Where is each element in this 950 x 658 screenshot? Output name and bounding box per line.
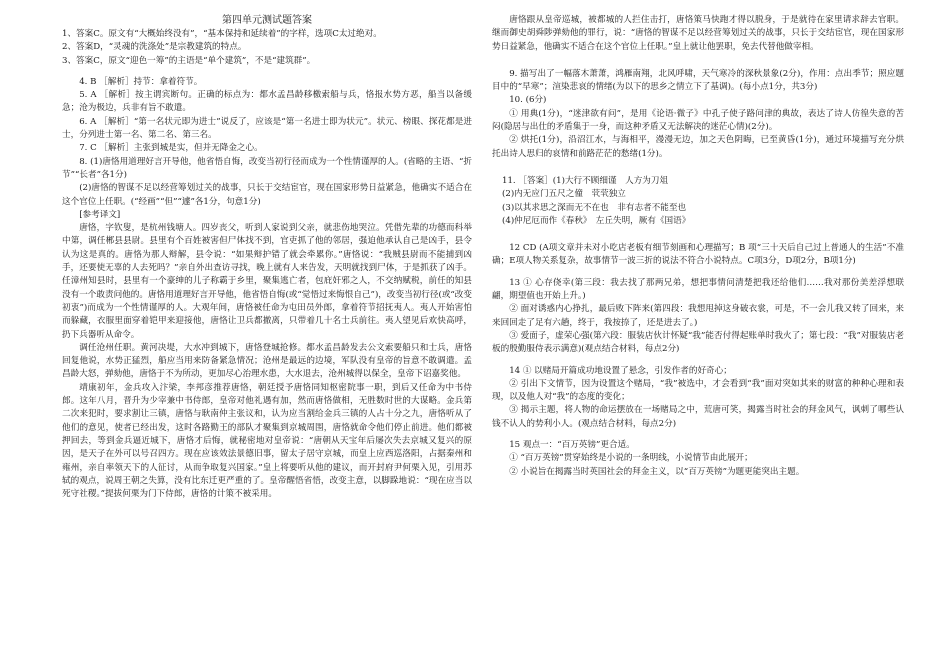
answer-15-heading: 15 观点一：“百万英镑”更合适。	[509, 440, 635, 451]
answer-14-point-1: 14 ① 以赌局开篇成功地设置了悬念，引发作者的好奇心；	[509, 365, 732, 376]
answer-15-point-1: ① “百万英镑”贯穿始终是小说的一条明线，小说情节由此展开；	[509, 453, 753, 464]
answer-10-point-2: ② 烘托(1分)，沿沼江水，与海相平，漫漫无边，加之天色阴晦，已至黄昏(1分)，通过环境描写充分烘托出诗人思归的哀情和前路茫茫的愁绪(1分)。	[492, 135, 904, 159]
answer-6: 6. A ［解析］“第一名状元即为进士”说反了，应该是“第一名进士即为状元”。状元、榜眼、探花都是进士，分列进士第一名、第二名、第三名。	[62, 116, 472, 141]
answer-14-point-3: ③ 揭示主题，将人物的命运摆放在一场赌局之中，荒唐可笑，揭露当时社会的拜金风气，讽刺了哪些认钱不认人的势利小人。(观点结合材料，每点2分)	[492, 405, 904, 429]
left-column	[62, 14, 472, 501]
page-title: 第四单元测试题答案	[222, 15, 312, 26]
answer-11-line-1: 11. ［答案］(1)大行不顾细谨 人方为刀俎	[502, 175, 669, 186]
answer-1: 1、答案C。原文有“大概始终没有”，“基本保持和延续着”的字样，选项C太过绝对。	[62, 29, 382, 39]
translation-continued: 唐恪跟从皇帝巡城，被都城的人拦住击打，唐恪策马快跑才得以脱身，于是就待在家里请求辞去官职。继而御史胡舜陟弹劾他的罪行，说：“唐恪的智谋不足以经营筹划过关的战事，只长于交结宦官，现在国家形势日益紧急，他确实不适合在这个官位上任职。”皇上就让他罢职，免去代替他做宰相。	[492, 15, 904, 52]
answer-11-line-2: (2)内无应门五尺之僮 茕茕独立	[502, 189, 626, 200]
answer-8-part-2: (2)唐恪的智谋不足以经营筹划过关的战事，只长于交结宦官，现在国家形势日益紧急，他确实不适合在这个官位上任职。(“经画”“但”“遽”各1分，句意1分)	[62, 183, 472, 207]
answer-13-point-3: ③ 爱面子，虚荣心强(第六段：服装店伙计怀疑“我”能否付得起账单时我火了；第七段：“我”对服装店老板的殷勤服侍表示满意)(观点结合材料，每点2分)	[492, 330, 904, 355]
answer-11-line-3: (3)以其求思之深而无不在也 非有志者不能至也	[502, 202, 687, 213]
answer-11-line-4: (4)仲尼厄而作《春秋》 左丘失明，厥有《国语》	[502, 215, 691, 226]
answer-12: 12 CD (A项文章并未对小吃店老板有细节刻画和心理描写；B 项“三十天后自己过上普通人的生活”不准确；E项人物关系复杂，故事情节一波三折的说法不符合小说特点。C项3分，D项2分，B项1分)	[492, 243, 904, 267]
translation-para-1: 唐恪，字钦叟，是杭州钱塘人。四岁丧父，听到人家说到父亲，就悲伤地哭泣。凭借先辈的功德而科举中第，调任郴县县尉。县里有个百姓被害但尸体找不到，官吏抓了他的邻居，强迫他承认自己是凶手，县令认为这是真的。唐恪为那人辩解，县令说：“如果辩护错了就会牵累你。”唐恪说：“我贼县尉而不能捕到凶手，还要使无辜的人去死吗？”亲自外出查访寻找，晚上就有人来告发，天明就找到尸体，于是抓获了凶手。任漳州知县时，县里有一个豪绅的儿子称霸于乡里，聚集逃亡者，包庇奸邪之人，不交纳赋税，前任的知县没有一个敢责问他的。唐恪用道理好言开导他，他省悟自悔(或“觉悟过来悔恨自己”)，改变当初行径(或“改变初衷”)而成为一个性情谨厚的人。大观年间，唐恪被任命为屯田员外郎，拿着符节招抚夷人。夷人开始害怕而躲藏，衣服里面穿着铠甲来迎接他，唐恪让卫兵都撤离，只带着几十名士兵前往。夷人望见后欢快高呼，扔下兵器听从命令。	[62, 223, 472, 340]
answer-13-point-1: 13 ① 心存侥幸(第三段：我去找了那两兄弟，想把事情问清楚把我还给他们……我对那份美差浮想联翩，期望值也开始上升。)	[492, 277, 904, 302]
answer-2: 2、答案D，“灵魂的洗涤处”是宗教建筑的特点。	[62, 42, 247, 53]
answer-14-point-2: ② 引出下文情节，因为设置这个赌局，“我”被选中，才会看到“我”面对突如其来的财富的种种心理和表现，以及他人对“我”的态度的变化；	[492, 378, 904, 403]
answer-10-point-1: ① 用典(1分)，“迷津欲有问”，是用《论语·微子》中孔子使子路问津的典故，表达了诗人仿徨失意的苦闷(隐居与出仕的矛盾集于一身，而这种矛盾又无法解决的迷茫心情)(2分)。	[492, 108, 904, 133]
answer-4: 4. B ［解析］持节：拿着符节。	[79, 76, 203, 87]
answer-9: 9. 描写出了一幅落木萧萧，鸿雁南翔，北风呼啸，天气寒冷的深秋景象(2分)，作用：点出季节；照应题目中的“早寒”；渲染悲哀的情绪(为以下的思乡之情立下了基调)。(每小点1分，共3分)	[492, 68, 904, 93]
answer-8-part-1: 8. (1)唐恪用道理好言开导他，他省悟自悔，改变当初行径而成为一个性情谨厚的人。(省略的主语、“折节”“长者”各1分)	[62, 156, 472, 180]
right-column	[492, 14, 904, 479]
translation-heading: [参考译文]	[79, 209, 121, 220]
answer-15-point-2: ② 小说旨在揭露当时英国社会的拜金主义，以“百万英镑”为题更能突出主题。	[509, 466, 805, 477]
answer-7: 7. C ［解析］主张到城是实，但并无降金之心。	[79, 143, 263, 154]
answer-3: 3、答案C，原文“迎色一筹”的主语是“单个建筑”，不是“建筑群”。	[62, 55, 316, 66]
translation-para-3: 靖康初年，金兵攻入汴梁，李邦彦推荐唐恪，朝廷授予唐恪同知枢密院事一职，到后又任命为中书侍郎。这年八月，晋升为少宰兼中书侍郎，皇帝对他礼遇有加，然而唐恪做相，无胜数时世的大谋略。金兵第二次来犯时，要求割让三镇，唐恪与耿南仲主张议和，认为应当割给金兵三镇的人占十分之九，唐恪听从了他们的意见，使者已经出发，这时各路勤王的部队才聚集到京城周围，唐恪就命令他们停止前进。他们都被押回去，等到金兵逼近城下，唐恪才后悔，就秘密地对皇帝说：“唐朝从天宝年后屡次失去京城又复兴的原因，是天子在外可以号召四方。现在应该效法景德旧事，留太子居守京城，而皇上应西巡洛阳，占据秦州和雍州，亲自率领天下的人征讨，从而争取复兴国家。”皇上将要听从他的建议，而开封府尹何栗入见，引用苏轼的观点，说周王朝之失算，没有比东迁更严重的了。皇帝醒悟省悟，改变主意，以脚跺地说：“现在应当以死守社稷。”提拔何栗为门下侍郎，唐恪的计策不被采用。	[62, 382, 472, 500]
answer-10-heading: 10. (6分)	[509, 95, 547, 106]
answer-11	[492, 175, 904, 228]
translation-para-2: 调任沧州任职。黄河决堤，大水冲到城下，唐恪登城抢修。都水孟昌龄发去公文索要船只和士兵，唐恪回复他说，水势正猛烈，船应当用来防备紧急情况；沧州是最远的边境，军队没有皇帝的旨意不敢调遣。孟昌龄大怒，弹劾他，唐恪于不为所动，更加尽心治理水患，大水退去，沧州城得以保全，皇帝下诏嘉奖他。	[62, 342, 472, 380]
answer-13-point-2: ② 面对诱惑内心挣扎，最后败下阵来(第四段：我想甩掉这身破衣裳，可是，不一会儿我又转了回来，来来回回走了足有六趟，终于，我按捺了，还是进去了。)	[492, 304, 904, 328]
answer-5: 5. A ［解析］按主谓宾断句。正确的标点为：都水孟昌龄移檄索船与兵，恪报水势方恶，船当以备缓急；沧为极边，兵非有旨不敢遣。	[62, 90, 472, 114]
